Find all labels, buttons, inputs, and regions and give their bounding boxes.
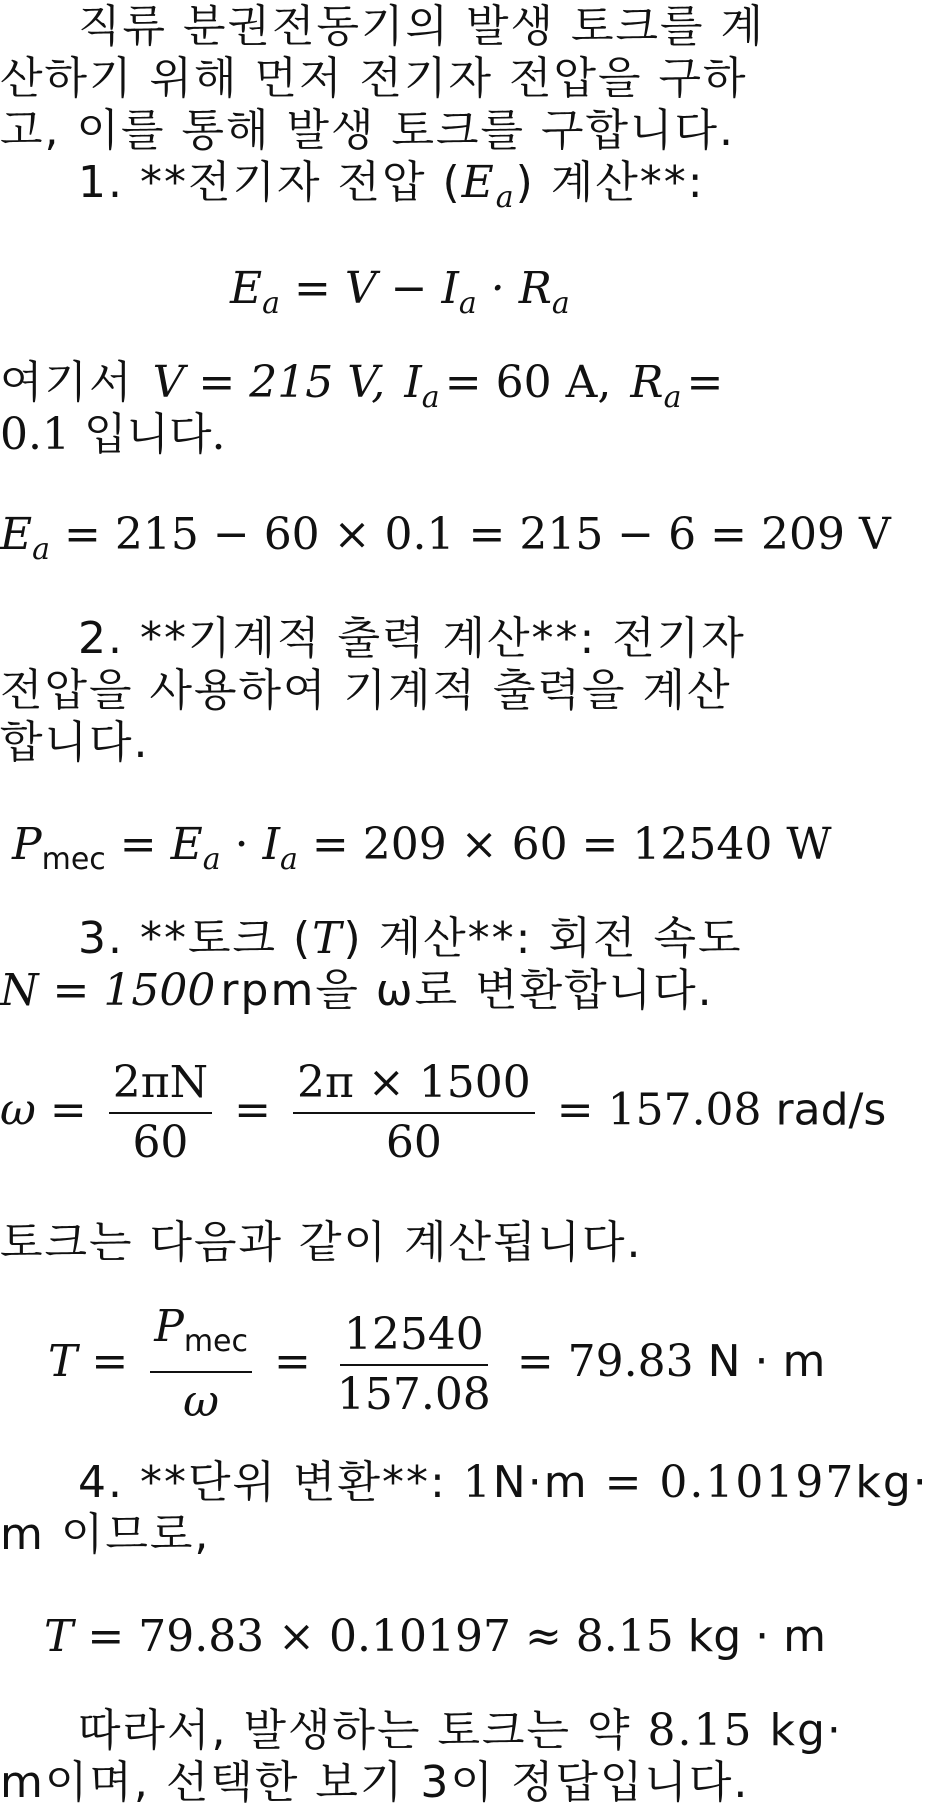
omega-unit: rad/s	[775, 1084, 887, 1136]
step2-text-3: 합니다.	[0, 717, 150, 768]
pmec-equation: $P_{mec} = E_a \cdot I_a = 209 \times 60 = 12540$ W	[12, 819, 832, 877]
speed-eq: N = 1500	[0, 965, 216, 1016]
conclusion-prefix: 따라서, 발생하는 토크는 약	[78, 1705, 632, 1756]
step4-prefix: 4. **단위 변환**:	[78, 1457, 447, 1508]
step2-line-1	[0, 612, 746, 666]
given-voltage: V = 215 V,	[152, 357, 386, 408]
given-resistance-eq: =	[686, 357, 724, 408]
conv-unit-1: N·m	[492, 1457, 589, 1508]
ea-calc-rhs: = 215 − 60 × 0.1 = 215 − 6 = 209 V	[64, 509, 891, 560]
ea-calculation: $E_a = 215 - 60 \times 0.1 = 215 - 6 = 209$ V	[0, 509, 891, 567]
torque-fraction-1: $\frac{P_{mec}}{\omega}$	[150, 1304, 252, 1425]
step3-suffix: ) 계산**: 회전 속도	[343, 913, 743, 964]
step4-line-2	[0, 1508, 210, 1562]
conclusion-text-2: m이며, 선택한 보기 3이 정답입니다.	[0, 1757, 750, 1808]
ea-eq-rhs: = V − I	[294, 263, 459, 314]
torque-unit: N · m	[707, 1336, 826, 1387]
conv-unit-2: kg·	[855, 1457, 929, 1508]
step1-heading-prefix: 1. **전기자 전압 (	[78, 157, 462, 208]
intro-line-2	[0, 52, 748, 106]
intro-line-1	[0, 0, 765, 54]
torque-intro	[0, 1216, 643, 1270]
step1-heading	[0, 156, 705, 225]
conclusion-unit: kg·	[769, 1705, 843, 1756]
torque-result: = 79.83	[516, 1336, 694, 1387]
step2-text-1: 2. **기계적 출력 계산**: 전기자	[78, 613, 746, 664]
torque-intro-text: 토크는 다음과 같이 계산됩니다.	[0, 1217, 643, 1268]
t-symbol: T	[312, 913, 344, 964]
ea-symbol: $E_a$	[461, 157, 516, 215]
ea-eq-dot: · R	[476, 263, 552, 314]
speed-text: 을 ω로 변환합니다.	[315, 965, 714, 1016]
conclusion-line-2	[0, 1756, 749, 1810]
pmec-sub: mec	[41, 842, 106, 877]
torque-conversion: T = 79.83 × 0.10197 ≈ 8.15 kg · m	[44, 1611, 827, 1662]
omega-result: = 157.08	[556, 1084, 762, 1136]
step3-line-1	[0, 912, 742, 966]
step1-heading-suffix: ) 계산**:	[515, 157, 705, 208]
conclusion-value: 8.15	[647, 1705, 754, 1756]
step1-given-line-2	[0, 408, 225, 462]
intro-line-3	[0, 104, 735, 158]
step1-given-line-1: 여기서 V = 215 V, $I_a = 60$ A, $R_a$ =	[0, 357, 724, 415]
omega-equation: ω = $\frac{2\pi N}{60}$ = $\frac{2\pi \times 1500}{60}$ = 157.08 rad/s	[0, 1057, 887, 1168]
step4-line-1	[0, 1456, 929, 1510]
intro-text-2: 산하기 위해 먼저 전기자 전압을 구하	[0, 53, 748, 104]
step2-line-2	[0, 664, 732, 718]
omega-fraction-2: $\frac{2\pi \times 1500}{60}$	[293, 1060, 535, 1166]
torque-fraction-2: $\frac{12540}{157.08}$	[336, 1308, 491, 1420]
omega-fraction-1: $\frac{2\pi N}{60}$	[109, 1060, 212, 1166]
pmec-rhs: = 209 × 60 = 12540 W	[311, 819, 832, 870]
conclusion-line-1	[0, 1704, 843, 1758]
given-current: = 60 A,	[444, 357, 612, 408]
ea-equation: $E_a = V - I_a \cdot R_a$	[230, 263, 570, 321]
conv-eq: = 79.83 × 0.10197 ≈ 8.15	[87, 1611, 674, 1662]
conv-eq-unit: kg · m	[687, 1611, 827, 1662]
step2-text-2: 전압을 사용하여 기계적 출력을 계산	[0, 665, 732, 716]
step2-line-3	[0, 716, 150, 770]
torque-equation: T = $\frac{P_{mec}}{\omega}$ = $\frac{12540}{157.08}$ = 79.83 N · m	[48, 1301, 826, 1427]
intro-text-3: 고, 이를 통해 발생 토크를 구합니다.	[0, 105, 735, 156]
conv-one: 1	[462, 1457, 493, 1508]
step3-line-2	[0, 964, 714, 1018]
step4-text-2: m 이므로,	[0, 1509, 211, 1560]
intro-text-1: 직류 분권전동기의 발생 토크를 계	[78, 1, 765, 52]
conv-value: = 0.10197	[604, 1457, 856, 1508]
step3-prefix: 3. **토크 (	[78, 913, 313, 964]
given-resistance-value: 0.1 입니다.	[0, 409, 226, 460]
speed-unit: rpm	[220, 965, 316, 1016]
given-prefix: 여기서	[0, 357, 134, 408]
